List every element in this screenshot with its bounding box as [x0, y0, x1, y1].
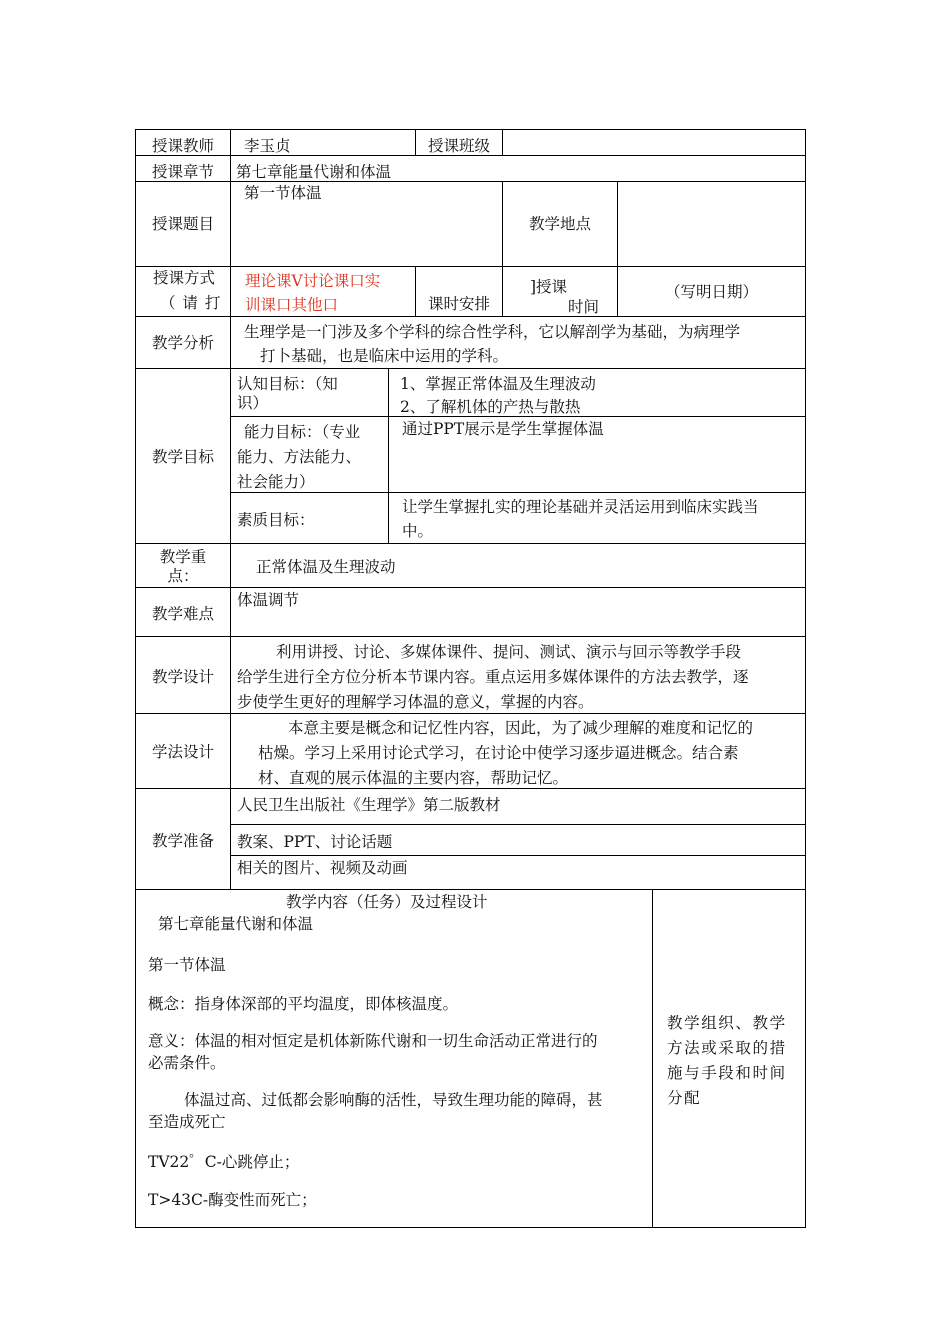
time-label-line1: ]授课 — [530, 278, 568, 296]
chapter-value: 第七章能量代谢和体温 — [236, 163, 392, 181]
ability-label-line1: 能力目标：（专业 — [244, 423, 361, 441]
study-method-line3: 材、直观的展示体温的主要内容，帮助记忆。 — [258, 769, 569, 787]
content-concept: 概念：指身体深部的平均温度，即体核温度。 — [148, 995, 459, 1013]
prep-item-3: 相关的图片、视频及动画 — [237, 859, 408, 877]
quality-goal-line1: 让学生掌握扎实的理论基础并灵活运用到临床实践当 — [402, 498, 759, 516]
cognitive-label-line2: 识） — [237, 394, 269, 412]
content-effect-line1: 体温过高、过低都会影响酶的活性，导致生理功能的障碍，甚 — [184, 1091, 603, 1109]
topic-label: 授课题目 — [151, 215, 214, 233]
prep-item-1: 人民卫生出版社《生理学》第二版教材 — [237, 796, 501, 814]
cognitive-goal-1: 1、掌握正常体温及生理波动 — [400, 375, 596, 393]
hours-label: 课时安排 — [427, 295, 490, 313]
method-label-line2: （ 请 打 — [160, 294, 222, 312]
content-temp-low: TV22゜C-心跳停止； — [148, 1153, 300, 1171]
method-label-line1: 授课方式 — [153, 269, 216, 287]
design-label: 教学设计 — [151, 668, 214, 686]
key-point-label-line1: 教学重 — [159, 548, 207, 566]
analysis-text-line2: 打卜基础，也是临床中运用的学科。 — [260, 347, 509, 365]
method-value-line1: 理论课Ⅴ讨论课口实 — [245, 272, 381, 290]
study-method-line2: 枯燥。学习上采用讨论式学习，在讨论中使学习逐步逼进概念。结合素 — [258, 744, 739, 762]
time-value: （写明日期） — [664, 283, 758, 301]
key-point-value: 正常体温及生理波动 — [256, 558, 396, 576]
content-temp-high: T>43C-酶变性而死亡； — [148, 1191, 317, 1209]
place-label: 教学地点 — [528, 215, 591, 233]
study-method-label: 学法设计 — [151, 743, 214, 761]
analysis-text-line1: 生理学是一门涉及多个学科的综合性学科，它以解剖学为基础，为病理学 — [244, 323, 741, 341]
difficulty-value: 体温调节 — [237, 591, 300, 609]
chapter-label: 授课章节 — [151, 163, 214, 181]
analysis-label: 教学分析 — [151, 334, 214, 352]
cognitive-goal-2: 2、了解机体的产热与散热 — [400, 398, 581, 416]
design-text-line3: 步使学生更好的理解学习体温的意义，掌握的内容。 — [237, 693, 594, 711]
cognitive-label-line1: 认知目标：（知 — [237, 375, 338, 393]
side-note-line2: 方法或采取的措 — [667, 1039, 787, 1057]
ability-label-line2: 能力、方法能力、 — [237, 448, 362, 466]
prep-label: 教学准备 — [151, 832, 214, 850]
quality-goal-line2: 中。 — [402, 522, 434, 540]
design-text-line2: 给学生进行全方位分析本节课内容。重点运用多媒体课件的方法去教学，逐 — [237, 668, 749, 686]
goals-label: 教学目标 — [151, 448, 214, 466]
class-label: 授课班级 — [427, 137, 490, 155]
content-section: 第一节体温 — [148, 956, 226, 974]
difficulty-label: 教学难点 — [151, 605, 214, 623]
topic-value: 第一节体温 — [244, 184, 322, 202]
method-value-line2: 训课口其他口 — [245, 296, 339, 314]
study-method-line1: 本意主要是概念和记忆性内容，因此，为了减少理解的难度和记忆的 — [288, 719, 754, 737]
content-meaning-line1: 意义：体温的相对恒定是机体新陈代谢和一切生命活动正常进行的 — [148, 1032, 598, 1050]
content-heading: 教学内容（任务）及过程设计 — [286, 893, 488, 911]
quality-label: 素质目标： — [237, 511, 315, 529]
content-effect-line2: 至造成死亡 — [148, 1113, 226, 1131]
teacher-label: 授课教师 — [151, 137, 214, 155]
design-text-line1: 利用讲授、讨论、多媒体课件、提问、测试、演示与回示等教学手段 — [276, 643, 742, 661]
side-note-line1: 教学组织、教学 — [667, 1014, 787, 1032]
teacher-value: 李玉贞 — [244, 137, 291, 155]
ability-label-line3: 社会能力） — [237, 473, 315, 491]
prep-item-2: 教案、PPT、讨论话题 — [237, 833, 393, 851]
content-meaning-line2: 必需条件。 — [148, 1054, 226, 1072]
time-label-line2: 时间 — [568, 298, 600, 316]
side-note-line4: 分配 — [667, 1089, 702, 1107]
side-note-line3: 施与手段和时间 — [667, 1064, 787, 1082]
key-point-label-line2: 点： — [167, 567, 199, 585]
content-chapter: 第七章能量代谢和体温 — [158, 915, 314, 933]
ability-goal: 通过PPT展示是学生掌握体温 — [402, 420, 604, 438]
